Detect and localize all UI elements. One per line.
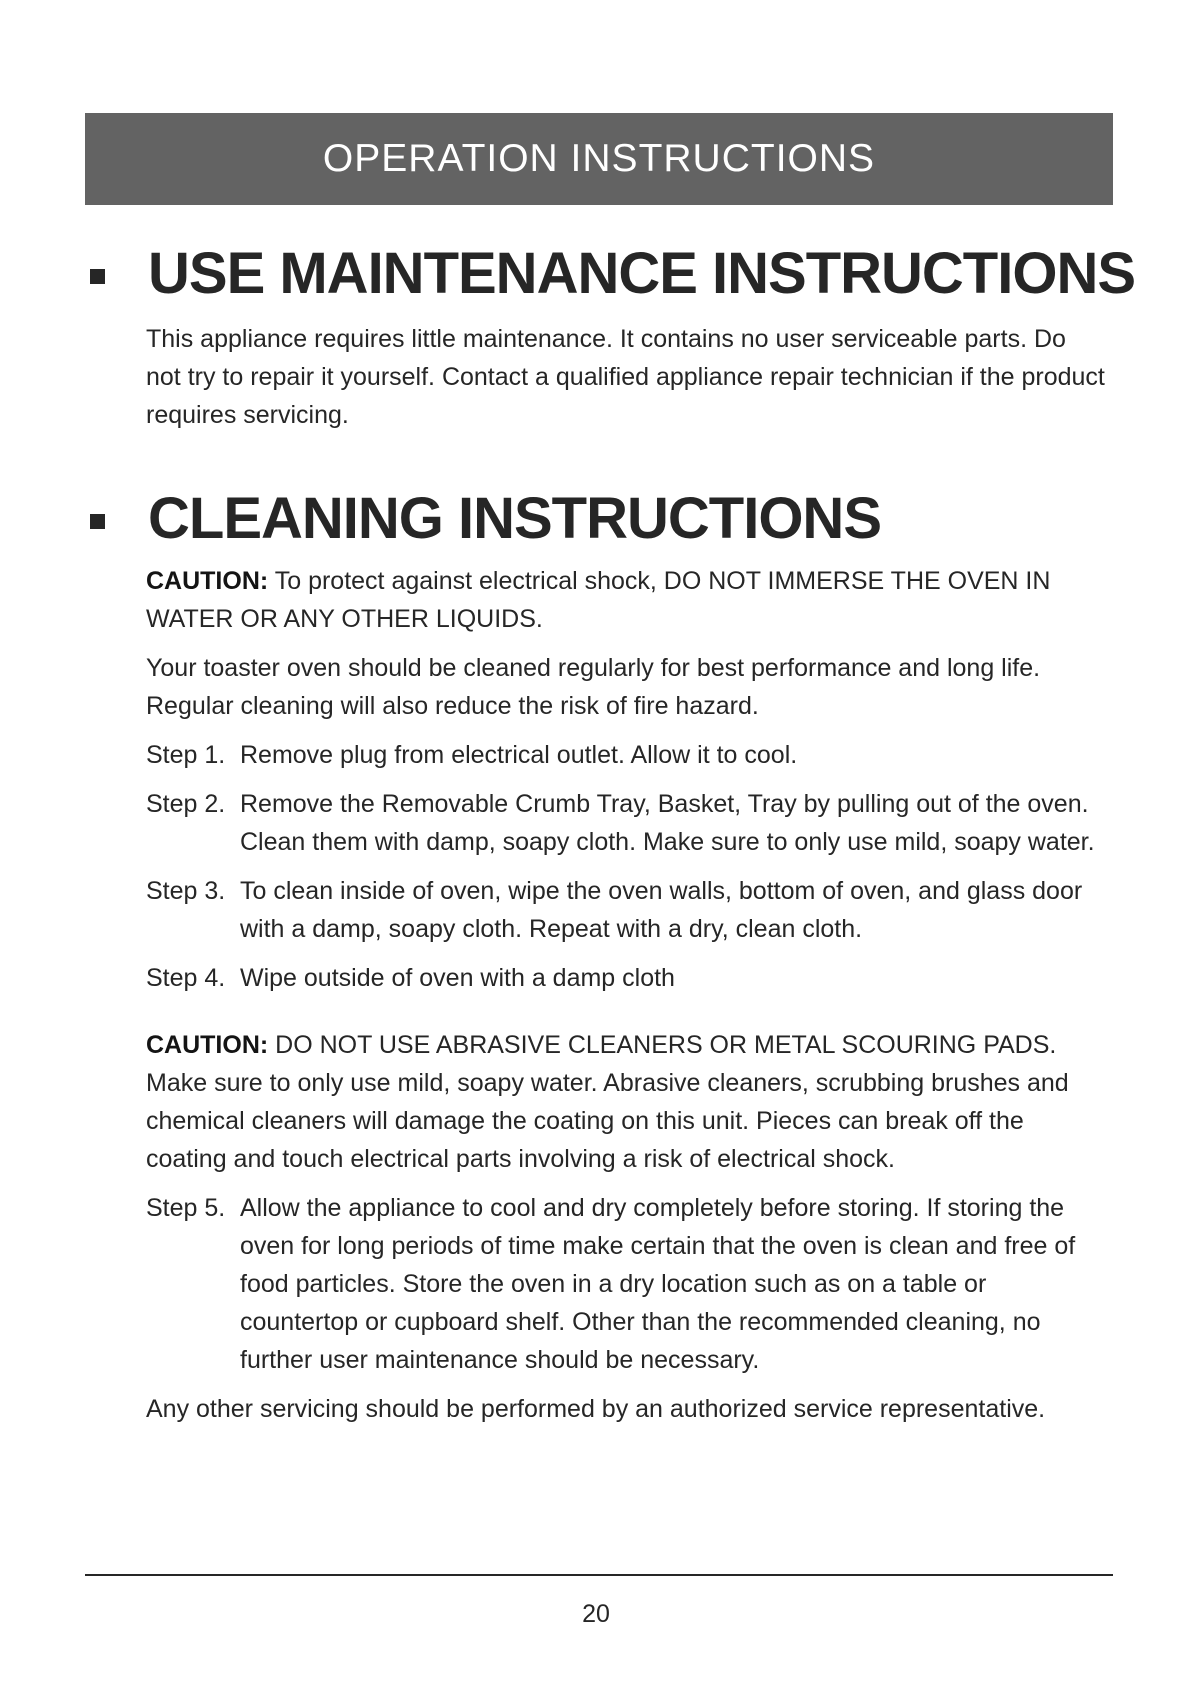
step-2: [146, 785, 1106, 861]
section-banner: [85, 113, 1113, 205]
step-1: [146, 736, 1106, 774]
caution-text: To protect against electrical shock, DO NOT IMMERSE THE OVEN IN WATER OR ANY OTHER LIQUIDS.: [146, 567, 1051, 633]
cleaning-heading: [90, 485, 881, 552]
step-label: Step 2.: [146, 790, 226, 818]
cleaning-body: [146, 562, 1106, 1439]
step-4: [146, 959, 1106, 997]
step-text: Remove plug from electrical outlet. Allow it to cool.: [240, 741, 798, 769]
banner-title: OPERATION INSTRUCTIONS: [322, 137, 876, 180]
spacer: [146, 1008, 1106, 1026]
step-label: Step 3.: [146, 877, 226, 905]
step-3: [146, 872, 1106, 948]
maintenance-heading-text: USE MAINTENANCE INSTRUCTIONS: [148, 241, 1136, 306]
maintenance-body: [146, 320, 1106, 445]
cleaning-intro: Your toaster oven should be cleaned regularly for best performance and long life. Regular cleaning will also reduce the risk of fire hazard.: [146, 654, 1041, 720]
step-5: [146, 1189, 1106, 1379]
square-bullet-icon: [90, 514, 105, 529]
square-bullet-icon: [90, 269, 105, 284]
maintenance-text: This appliance requires little maintenance. It contains no user serviceable parts. Do not try to repair it yourself. Contact a qualified appliance repair technician if the product requires servicing.: [146, 325, 1105, 429]
step-label: Step 5.: [146, 1194, 226, 1222]
maintenance-heading: [90, 240, 1135, 307]
step-label: Step 4.: [146, 964, 226, 992]
step-text: To clean inside of oven, wipe the oven walls, bottom of oven, and glass door with a damp, soapy cloth. Repeat with a dry, clean cloth.: [240, 877, 1083, 943]
step-text: Remove the Removable Crumb Tray, Basket, Tray by pulling out of the oven. Clean them with damp, soapy cloth. Make sure to only use mild, soapy water.: [240, 790, 1095, 856]
footer-divider: [85, 1574, 1113, 1576]
cleaning-heading-text: CLEANING INSTRUCTIONS: [148, 486, 881, 551]
step-label: Step 1.: [146, 741, 226, 769]
page-number: 20: [582, 1600, 610, 1628]
closing-text: Any other servicing should be performed by an authorized service representative.: [146, 1395, 1046, 1423]
step-text: Allow the appliance to cool and dry completely before storing. If storing the oven for long periods of time make certain that the oven is clean and free of food particles. Store the oven in a dry location such as on a table or countertop or cupboard shelf. Other than the recommended cleaning, no further user maintenance should be necessary.: [240, 1194, 1076, 1374]
caution-text: DO NOT USE ABRASIVE CLEANERS OR METAL SCOURING PADS. Make sure to only use mild, soapy water. Abrasive cleaners, scrubbing brushes and chemical cleaners will damage the coating on this unit. Pieces can break off the coating and touch electrical parts involving a risk of electrical shock.: [146, 1031, 1069, 1173]
caution-label: CAUTION:: [146, 1031, 269, 1059]
step-text: Wipe outside of oven with a damp cloth: [240, 964, 675, 992]
caution-paragraph-2: [146, 1026, 1106, 1178]
caution-paragraph-1: [146, 562, 1106, 638]
caution-label: CAUTION:: [146, 567, 269, 595]
